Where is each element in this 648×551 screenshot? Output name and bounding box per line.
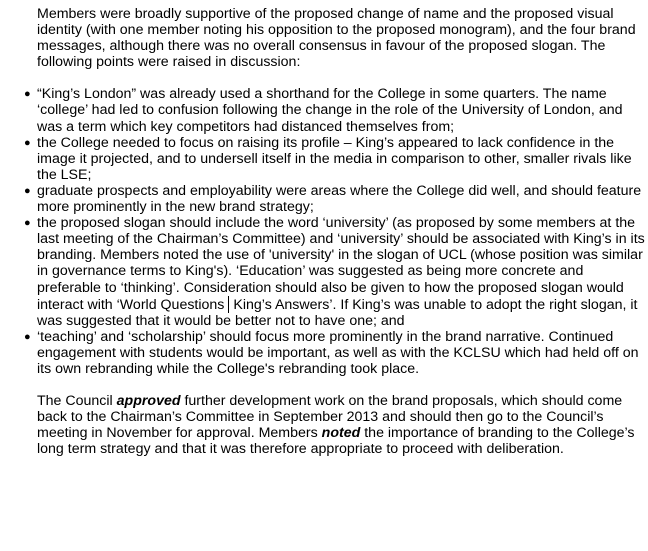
bullet-icon: ● — [24, 330, 31, 343]
bullet-icon: ● — [24, 184, 31, 197]
bullet-icon: ● — [24, 88, 31, 101]
bullet-icon: ● — [24, 217, 31, 230]
point-text: ‘teaching’ and ‘scholarship’ should focus more prominently in the brand narrative. Continued engagement with students would be important, as well as with the KCLSU which had held off on its own rebranding while the College's rebranding took place. — [37, 328, 639, 377]
conclusion-text-3: the importance of branding to the College’s long term strategy and that it was therefore appropriate to proceed with deliberation. — [37, 425, 635, 458]
point-text: graduate prospects and employability were areas where the College did well, and should feature more prominently in the new brand strategy; — [37, 182, 642, 216]
point-text-after-separator: King’s Answers’. If King’s was unable to adopt the right slogan, it was suggested that it would be better not to have one; and — [37, 296, 638, 329]
intro-paragraph: Members were broadly supportive of the proposed change of name and the proposed visual identity (with one member noting his opposition to the proposed monogram), and the four brand messages, although there was no overall consensus in favour of the proposed slogan. The following points were raised in discussion: — [37, 6, 636, 71]
list-item — [24, 183, 645, 215]
conclusion-paragraph — [37, 393, 645, 457]
list-item — [24, 86, 645, 134]
list-item — [24, 135, 645, 183]
point-text-before-separator: the proposed slogan should include the word ‘university’ (as proposed by some members at the last meeting of the Chairman’s Committee) and ‘university’ should be associated with King’s in its branding. Members noted the use of 'university' in the slogan of UCL (whose position was similar in governance terms to King's). ‘Education’ was suggested as being more concrete and preferable to ‘thinking’. Consideration should also be given to how the proposed slogan would interact with ‘World Questions — [37, 215, 645, 313]
slogan-separator-bar — [228, 296, 229, 313]
conclusion-text-2: further development work on the brand proposals, which should come back to the Chairman’s Committee in September 2013 and should then go to the Council’s meeting in November for approval. Members — [37, 393, 623, 442]
approved-emphasis: approved — [116, 393, 181, 410]
noted-emphasis: noted — [321, 425, 361, 442]
bullet-icon: ● — [24, 136, 31, 149]
conclusion-text-1: The Council — [37, 393, 117, 410]
point-text: the College needed to focus on raising its profile – King’s appeared to lack confidence in the image it projected, and to undersell itself in the media in comparison to other, smaller rivals like the LSE; — [37, 134, 632, 183]
discussion-points-list — [24, 86, 645, 377]
point-text: “King’s London” was already used a shorthand for the College in some quarters. The name ‘college’ had led to confusion following the change in the role of the University of London, and was a term which key competitors had distanced themselves from; — [37, 86, 623, 135]
list-item — [24, 215, 645, 329]
list-item — [24, 329, 645, 377]
document-body — [24, 6, 645, 458]
